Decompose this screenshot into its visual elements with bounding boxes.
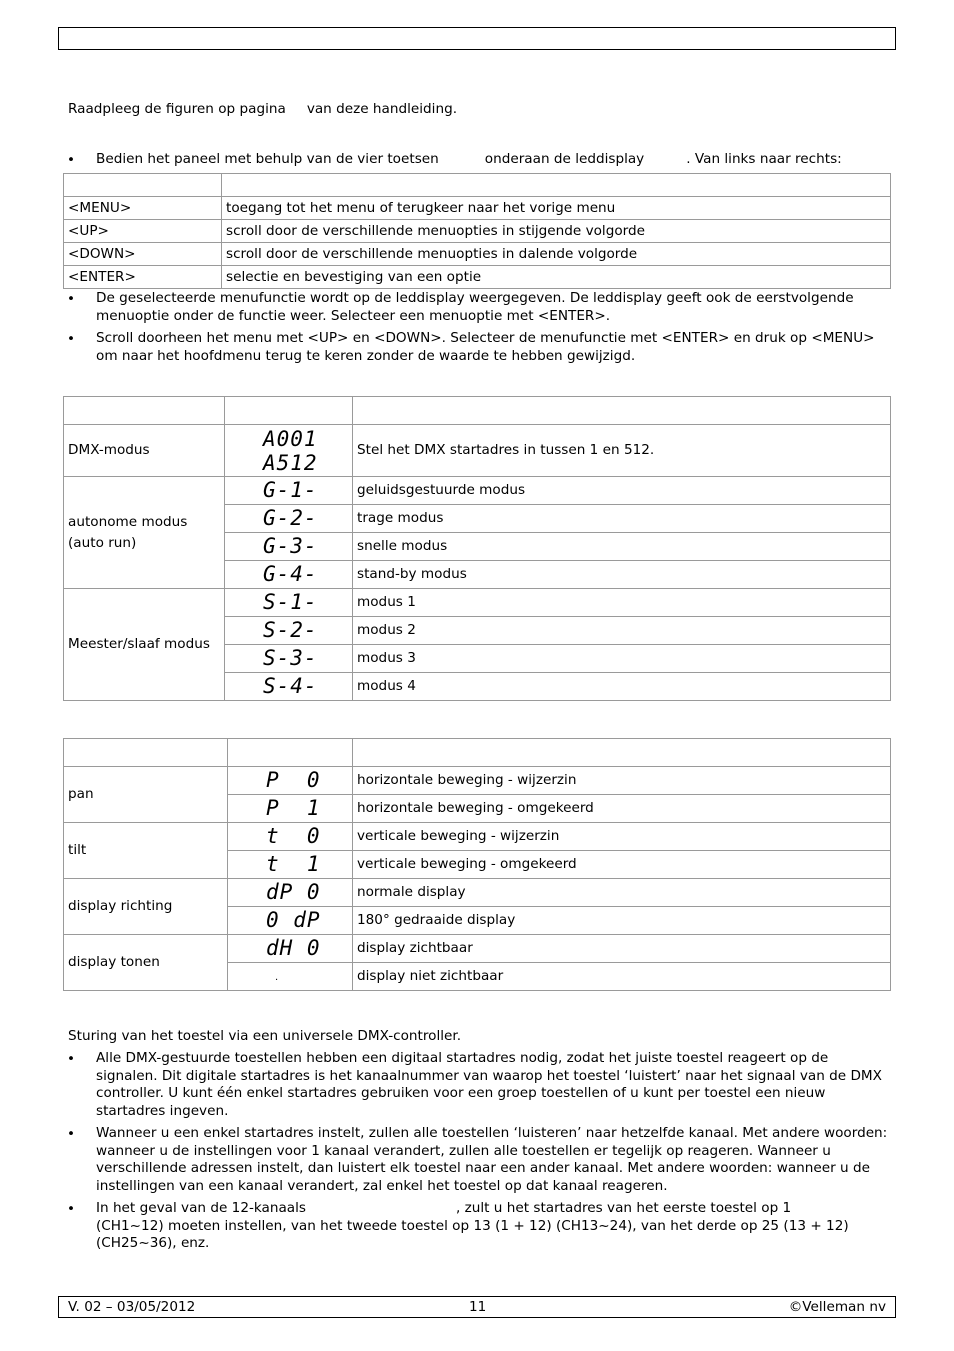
mode-label: DMX-modus <box>64 425 225 477</box>
key-cell: <UP> <box>64 220 222 243</box>
intro-text <box>68 101 457 119</box>
desc-cell: toegang tot het menu of terugkeer naar het vorige menu <box>222 197 891 220</box>
setting-desc: normale display <box>353 879 891 907</box>
footer-copyright: ©Velleman nv <box>788 1299 886 1315</box>
modes-table <box>63 396 891 701</box>
key-cell: <MENU> <box>64 197 222 220</box>
auto-label-1: autonome modus <box>68 513 188 530</box>
footer-page: 11 <box>469 1299 487 1315</box>
setting-label: display tonen <box>64 935 228 991</box>
lcd-readout: . <box>275 971 279 983</box>
table-row <box>64 739 891 767</box>
last-bullet-b: , zult u het startadres van het eerste toestel op 1 <box>455 1200 792 1216</box>
bullet-icon: • <box>67 1201 76 1217</box>
bullet-text: Wanneer u een enkel startadres instelt, zullen alle toestellen ‘luisteren’ naar hetzelfde kanaal. Met andere woorden: wanneer u de instellingen voor 1 kanaal verandert, zullen alle toestellen er tegelijk op reageren. Wanneer u verschillende adressen instelt, dan luistert elk toestel naar een ander kanaal. Met andere woorden: wanneer u de instellingen van een kanaal verandert, zal enkel het toestel op dat kanaal reageren. <box>96 1125 888 1194</box>
setting-desc: verticale beweging - wijzerzin <box>353 823 891 851</box>
lcd-readout: G-2- <box>263 505 318 530</box>
mode-label <box>64 477 225 589</box>
setting-desc: verticale beweging - omgekeerd <box>353 851 891 879</box>
keys-bullet-c: . Van links naar rechts: <box>686 151 842 167</box>
mode-desc: modus 3 <box>353 645 891 673</box>
lcd-readout: P 1 <box>266 795 321 820</box>
table-row <box>64 174 891 197</box>
footer <box>58 1296 896 1318</box>
lcd-readout: G-1- <box>263 477 318 502</box>
lcd-readout: S-2- <box>263 617 318 642</box>
mode-label: Meester/slaaf modus <box>64 589 225 701</box>
keys-bullet-b: onderaan de leddisplay <box>484 151 645 167</box>
footer-version: V. 02 – 03/05/2012 <box>68 1299 196 1315</box>
lcd-readout: S-4- <box>263 673 318 698</box>
mode-desc: modus 1 <box>353 589 891 617</box>
lcd-readout: t 1 <box>266 851 321 876</box>
table-row <box>64 243 891 266</box>
table-row <box>64 823 891 851</box>
bullet-text: Alle DMX-gestuurde toestellen hebben een digitaal startadres nodig, zodat het juiste toestel reageert op de signalen. Dit digitale startadres is het kanaalnummer van waarop het toestel ‘luistert’ naar het signaal van de DMX controller. U kunt één enkel startadres gebruiken voor een groep toestellen of u kunt per toestel een nieuw startadres ingeven. <box>96 1050 882 1119</box>
lcd-readout: A512 <box>263 450 318 475</box>
table-row <box>64 477 891 505</box>
mode-desc: modus 2 <box>353 617 891 645</box>
key-cell: <DOWN> <box>64 243 222 266</box>
bullet-text: De geselecteerde menufunctie wordt op de leddisplay weergegeven. De leddisplay geeft ook de eerstvolgende menuoptie onder de functie weer. Selecteer een menuoptie met <ENTER>. <box>96 290 854 324</box>
bullet-icon: • <box>67 1126 76 1142</box>
mode-desc: snelle modus <box>353 533 891 561</box>
lcd-readout: 0 dP <box>266 907 321 932</box>
lcd-readout: S-1- <box>263 589 318 614</box>
mode-desc: modus 4 <box>353 673 891 701</box>
lcd-readout: S-3- <box>263 645 318 670</box>
table-row <box>64 767 891 795</box>
keys-bullet <box>96 151 888 169</box>
lcd-readout: P 0 <box>266 767 321 792</box>
lcd-readout: dP 0 <box>266 879 321 904</box>
table-row <box>64 197 891 220</box>
table-row <box>64 935 891 963</box>
setting-desc: display niet zichtbaar <box>353 963 891 991</box>
setting-label: tilt <box>64 823 228 879</box>
dmx-intro: Sturing van het toestel via een universele DMX-controller. <box>68 1028 462 1044</box>
bullet-icon: • <box>67 331 76 347</box>
lcd-readout: dH 0 <box>266 935 321 960</box>
settings-table <box>63 738 891 991</box>
mode-desc: trage modus <box>353 505 891 533</box>
setting-desc: horizontale beweging - omgekeerd <box>353 795 891 823</box>
keys-bullet-a: Bedien het paneel met behulp van de vier toetsen <box>96 151 439 167</box>
bullet-text: Scroll doorheen het menu met <UP> en <DOWN>. Selecteer de menufunctie met <ENTER> en druk op <MENU> om naar het hoofdmenu terug te keren zonder de waarde te hebben gewijzigd. <box>96 330 875 364</box>
mode-desc: stand-by modus <box>353 561 891 589</box>
desc-cell: scroll door de verschillende menuopties in stijgende volgorde <box>222 220 891 243</box>
desc-cell: scroll door de verschillende menuopties in dalende volgorde <box>222 243 891 266</box>
table-row <box>64 397 891 425</box>
key-cell: <ENTER> <box>64 266 222 289</box>
lcd-readout: G-4- <box>263 561 318 586</box>
mode-desc: Stel het DMX startadres in tussen 1 en 512. <box>353 425 891 477</box>
lcd-readout: G-3- <box>263 533 318 558</box>
table-row <box>64 266 891 289</box>
lcd-readout: t 0 <box>266 823 321 848</box>
table-row <box>64 220 891 243</box>
table-row <box>64 425 891 477</box>
desc-cell: selectie en bevestiging van een optie <box>222 266 891 289</box>
table-row <box>64 879 891 907</box>
intro-start: Raadpleeg de figuren op pagina <box>68 101 286 117</box>
table-row <box>64 589 891 617</box>
last-bullet-a: In het geval van de 12-kanaals <box>96 1200 306 1216</box>
intro-end: van deze handleiding. <box>306 101 458 117</box>
lcd-readout: A001 <box>263 426 318 451</box>
setting-desc: display zichtbaar <box>353 935 891 963</box>
setting-label: pan <box>64 767 228 823</box>
bullet-icon: • <box>67 1051 76 1067</box>
bullet-icon: • <box>67 152 76 168</box>
auto-label-2: (auto run) <box>68 534 137 551</box>
last-bullet-c: (CH1~12) moeten instellen, van het tweede toestel op 13 (1 + 12) (CH13~24), van het derde op 25 (13 + 12) (CH25~36), enz. <box>96 1217 849 1251</box>
bullet-icon: • <box>67 291 76 307</box>
setting-label: display richting <box>64 879 228 935</box>
header-box <box>58 27 896 50</box>
setting-desc: 180° gedraaide display <box>353 907 891 935</box>
setting-desc: horizontale beweging - wijzerzin <box>353 767 891 795</box>
mode-desc: geluidsgestuurde modus <box>353 477 891 505</box>
keys-table <box>63 173 891 289</box>
bullet-text <box>96 1200 888 1253</box>
